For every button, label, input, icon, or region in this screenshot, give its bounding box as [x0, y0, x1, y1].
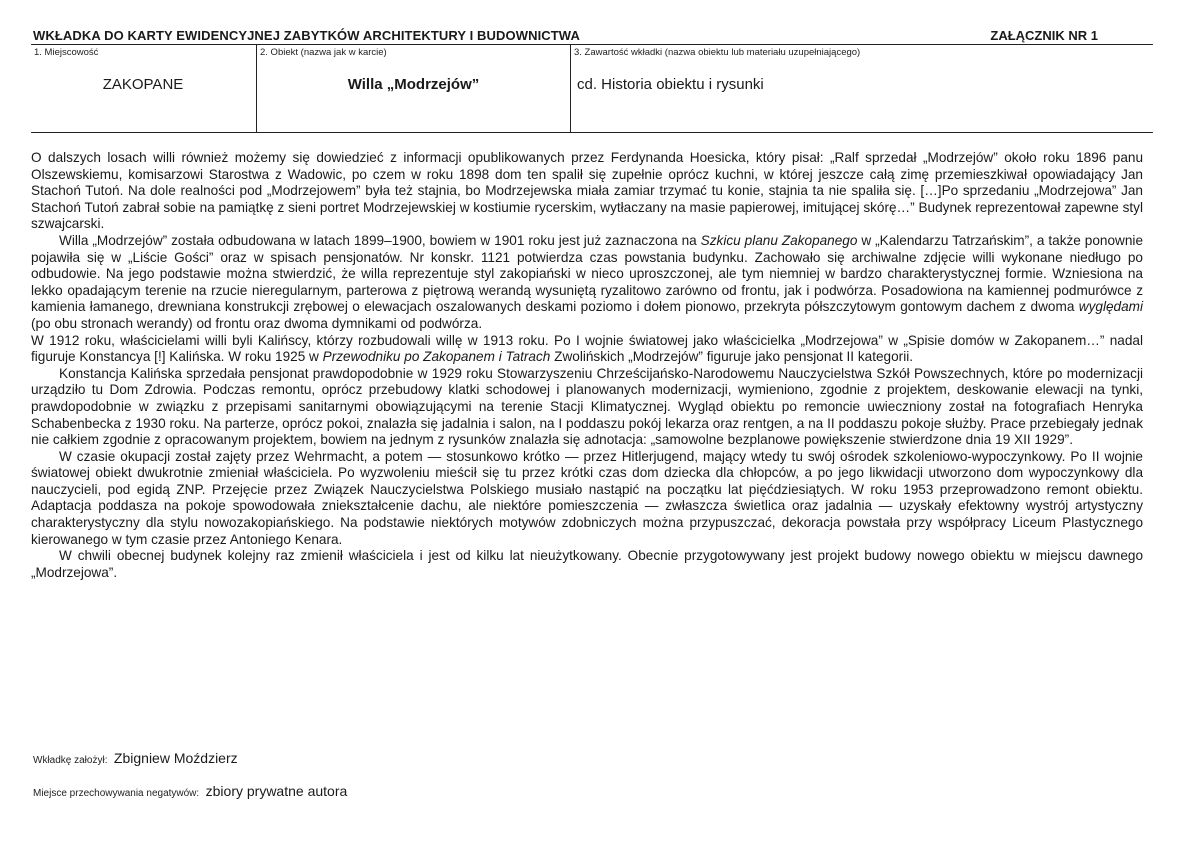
field-object-label: 2. Obiekt (nazwa jak w karcie)	[260, 47, 387, 58]
paragraph-3	[31, 333, 1143, 366]
paragraph-3-part-b: Zwolińskich „Modrzejów” figuruje jako pensjonat II kategorii.	[550, 349, 914, 365]
header-fields-table	[31, 44, 1153, 133]
footer-negatives-value: zbiory prywatne autora	[205, 783, 348, 799]
footer-negatives	[33, 783, 347, 801]
document-title: WKŁADKA DO KARTY EWIDENCYJNEJ ZABYTKÓW ARCHITEKTURY I BUDOWNICTWA	[33, 28, 580, 43]
paragraph-2-part-b: w „Kalendarzu Tatrzańskim”, a także ponownie pojawiła się w „Liście Gości” oraz w spisach pensjonatów. Nr konskr. 1121 potwierdza czas powstania budynku. Zachowało się archiwalne zdjęcie willi wykonane niedługo po odbudowie. Na jego podstawie można stwierdzić, że willa reprezentuje styl zakopiański w nieco uproszczonej, ale tym niemniej w bardzo charakterystycznej formie. Wzniesiona na lekko opadającym terenie na rzucie nieregularnym, parterowa z piętrową werandą wysuniętą ryzalitowo zarówno od frontu, jak i podwórza. Posadowiona na kamiennej podmurówce z kamienia łamanego, drewniana konstrukcji zrębowej o elewacjach oszalowanych deskami poziomo i dołem pionowo, przekryta półszczytowym gontowym dachem z dwoma	[31, 232, 1143, 315]
annex-label: ZAŁĄCZNIK NR 1	[990, 28, 1098, 43]
paragraph-4: Konstancja Kalińska sprzedała pensjonat prawdopodobnie w 1929 roku Stowarzyszeniu Chrześcijańsko-Narodowemu Nauczycielstwa Szkół Powszechnych, które po modernizacji urządziło tu Dom Zdrowia. Podczas remontu, oprócz przebudowy klatki schodowej i planowanych modernizacji, wymieniono, zgodnie z projektem, deskowanie elewacji na tynki, prawdopodobnie w związku z przepisami sanitarnymi obowiązującymi na terenie Stacji Klimatycznej. Wygląd obiektu po remoncie uwieczniony został na fotografiach Henryka Schabenbecka z 1930 roku. Na parterze, oprócz pokoi, znalazła się jadalnia i salon, na I poddaszu pokój lekarza oraz rentgen, a na II poddaszu pokoje służby. Prace przebiegały jednak nie całkiem zgodnie z opracowanym projektem, bowiem na jednym z rysunków znalazła się adnotacja: „samowolne bezplanowe powiększenie stwierdzone dnia 19 XII 1929”.	[31, 365, 1143, 448]
field-object-value: Willa „Modrzejów”	[347, 76, 480, 93]
footer-author	[33, 750, 238, 768]
field-locality	[31, 45, 255, 132]
footer-negatives-label: Miejsce przechowywania negatywów:	[33, 788, 200, 799]
paragraph-6: W chwili obecnej budynek kolejny raz zmienił właściciela i jest od kilku lat nieużytkowany. Obecnie przygotowywany jest projekt budowy nowego obiektu w miejscu dawnego „Modrzejowa”.	[31, 548, 1143, 580]
paragraph-3-italic: Przewodniku po Zakopanem i Tatrach	[322, 349, 551, 365]
paragraph-2-italic-b: wyględami	[1078, 299, 1143, 315]
footer-author-value: Zbigniew Moździerz	[113, 750, 238, 766]
paragraph-1: O dalszych losach willi również możemy się dowiedzieć z informacji opublikowanych przez Ferdynanda Hoesicka, który pisał: „Ralf sprzedał „Modrzejów” około roku 1896 panu Olszewskiemu, komisarzowi Starostwa z Wadowic, po czem w roku 1898 dom ten spalił się zupełnie oprócz kuchni, w której jeszcze całą zimę przemieszkiwał opowiadający Jan Stachoń Tutoń. Na dole realności pod „Modrzejowem” była też stajnia, bo Modrzejewska miała zamiar trzymać tu konie, stajnia ta nie spaliła się. […]Po sprzedaniu „Modrzejowa” Jan Stachoń Tutoń zabrał sobie na pamiątkę z sieni portret Modrzejewskiej w kostiumie rycerskim, wytłaczany na masie papierowej, imitującej skórę…” Budynek reprezentował zapewne styl szwajcarski.	[31, 150, 1143, 232]
field-content	[570, 45, 1154, 132]
paragraph-3-part-a: W 1912 roku, właścicielami willi byli Kalińscy, którzy rozbudowali willę w 1913 roku. Po I wojnie światowej jako właścicielka „Modrzejowa” w „Spisie domów w Zakopanem…” nadal figuruje Konstancya [!] Kalińska. W roku 1925 w	[31, 332, 1143, 365]
footer-author-label: Wkładkę założył:	[33, 755, 108, 766]
paragraph-5: W czasie okupacji został zajęty przez Wehrmacht, a potem — stosunkowo krótko — przez Hitlerjugend, mający wtedy tu swój ośrodek szkoleniowo-wypoczynkowy. Po II wojnie światowej obiekt dwukrotnie zmieniał właściciela. Po wyzwoleniu mieścił się tu przez krótki czas dom dziecka dla chłopców, a po jego likwidacji utworzono dom wypoczynkowy dla nauczycieli, pod egidą ZNP. Przejęcie przez Związek Nauczycielstwa Polskiego musiało nastąpić na początku lat pięćdziesiątych. W roku 1953 przeprowadzono remont obiektu. Adaptacja poddasza na pokoje spowodowała zniekształcenie dachu, ale niektóre pomieszczenia — zwłaszcza świetlica oraz jadalnia — uzyskały efektowny wystrój artystyczny charakterystyczny dla stylu nowozakopiańskiego. Na podstawie niektórych motywów zdobniczych można przypuszczać, dekoracja powstała przy współpracy Liceum Plastycznego kierowanego w tym czasie przez Antoniego Kenara.	[31, 448, 1143, 547]
paragraph-2	[31, 233, 1143, 333]
body-text	[31, 150, 1143, 581]
paragraph-2-italic-a: Szkicu planu Zakopanego	[700, 232, 858, 248]
field-locality-label: 1. Miejscowość	[34, 47, 99, 58]
field-locality-value: ZAKOPANE	[102, 76, 184, 93]
field-object	[256, 45, 570, 132]
paragraph-2-part-a: Willa „Modrzejów” została odbudowana w latach 1899–1900, bowiem w 1901 roku jest już zaznaczona na	[59, 232, 701, 248]
paragraph-2-part-c: (po obu stronach werandy) od frontu oraz dwoma dymnikami od podwórza.	[31, 315, 483, 331]
field-content-label: 3. Zawartość wkładki (nazwa obiektu lub materiału uzupełniającego)	[574, 47, 861, 58]
field-content-value: cd. Historia obiektu i rysunki	[577, 76, 764, 93]
